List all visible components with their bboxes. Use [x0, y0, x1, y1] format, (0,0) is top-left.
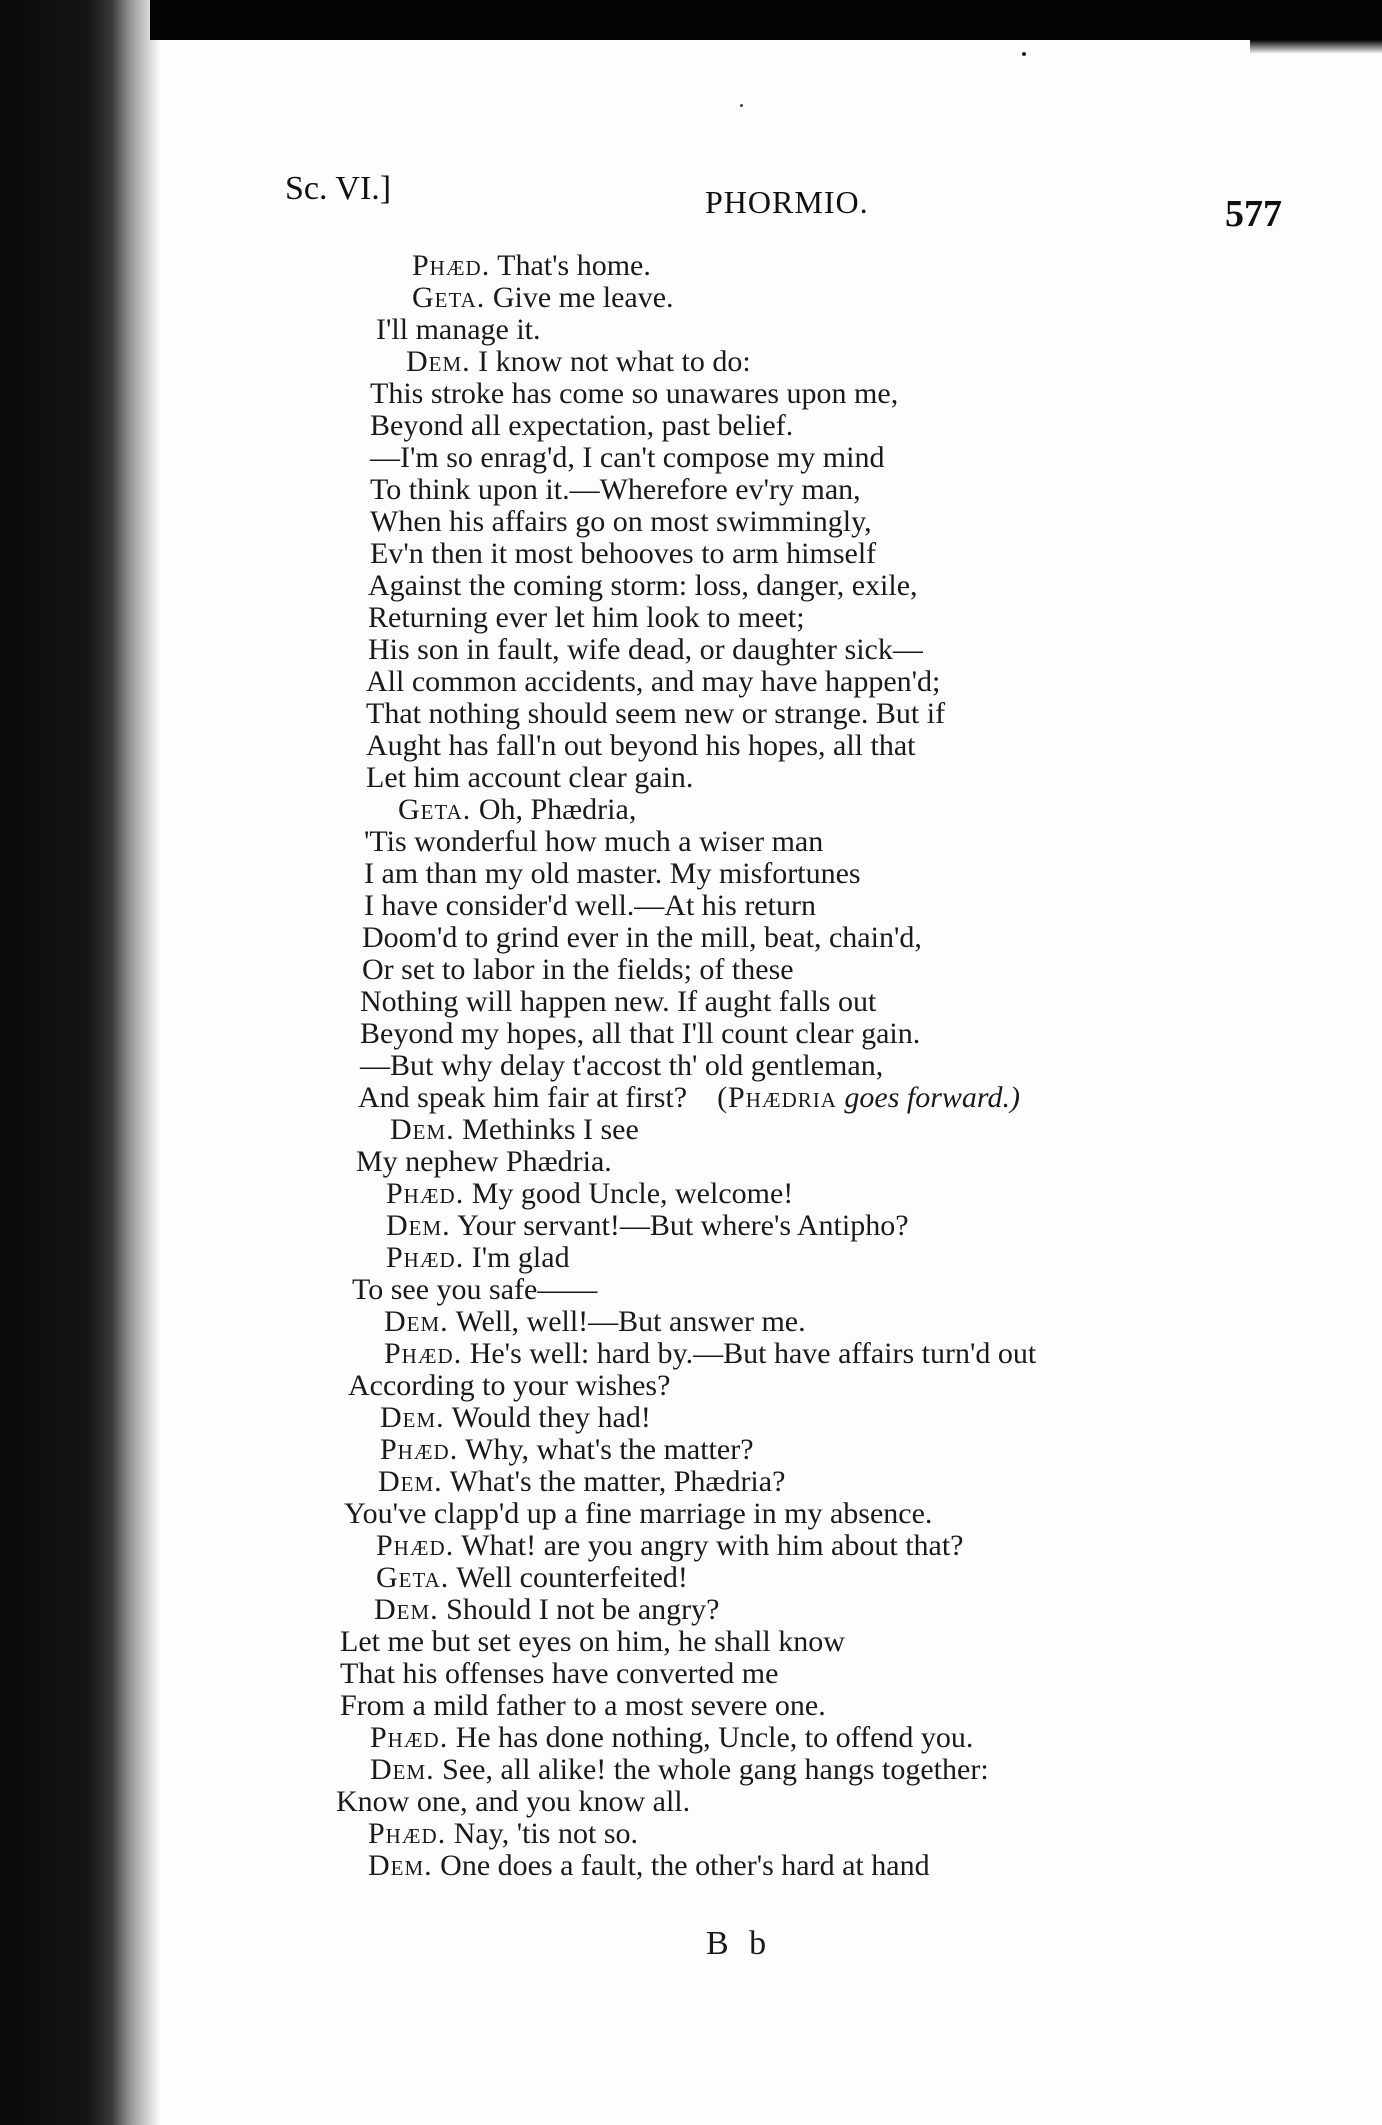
line-text: Doom'd to grind ever in the mill, beat, chain'd,	[362, 921, 922, 954]
line-text: One does a fault, the other's hard at hand	[432, 1849, 930, 1882]
speaker-name: Dem.	[374, 1593, 439, 1626]
line-text: According to your wishes?	[348, 1369, 671, 1402]
text-line	[340, 1658, 778, 1690]
text-line	[336, 1786, 690, 1818]
line-text: What's the matter, Phædria?	[442, 1465, 786, 1498]
speaker-name: Phæd.	[370, 1721, 449, 1754]
running-title: PHORMIO.	[705, 184, 869, 220]
line-text: I'm glad	[464, 1241, 570, 1274]
text-line	[384, 1306, 806, 1338]
line-text: That's home.	[490, 249, 651, 282]
text-line	[360, 1018, 920, 1050]
line-text: Would they had!	[444, 1401, 651, 1434]
text-line	[370, 1722, 973, 1754]
text-line	[378, 1466, 785, 1498]
speaker-name: Dem.	[406, 345, 471, 378]
text-line	[348, 1370, 670, 1402]
text-line	[366, 730, 916, 762]
text-line	[368, 1818, 638, 1850]
page-number: 577	[1225, 193, 1282, 235]
line-text: To see you safe——	[352, 1273, 598, 1306]
line-text: Well counterfeited!	[449, 1561, 688, 1594]
text-line	[340, 1626, 845, 1658]
text-line	[366, 666, 940, 698]
stage-direction	[717, 1081, 1020, 1114]
text-line	[412, 250, 651, 282]
speaker-name: Dem.	[380, 1401, 445, 1434]
line-text: Should I not be angry?	[438, 1593, 720, 1626]
text-line	[366, 698, 945, 730]
text-line	[380, 1402, 651, 1434]
line-text: Beyond my hopes, all that I'll count clear gain.	[360, 1017, 921, 1050]
stage-direction-text: goes forward.)	[836, 1081, 1020, 1114]
line-text: 'Tis wonderful how much a wiser man	[364, 825, 824, 858]
line-text: To think upon it.—Wherefore ev'ry man,	[370, 473, 861, 506]
text-line	[370, 378, 898, 410]
line-text: From a mild father to a most severe one.	[340, 1689, 826, 1722]
speaker-name: Phæd.	[368, 1817, 447, 1850]
speaker-name: Dem.	[368, 1849, 433, 1882]
line-text: Returning ever let him look to meet;	[368, 601, 805, 634]
speaker-name: Dem.	[378, 1465, 443, 1498]
line-text: See, all alike! the whole gang hangs together:	[434, 1753, 989, 1786]
speaker-name: Dem.	[384, 1305, 449, 1338]
line-text: He's well: hard by.—But have affairs turn'd out	[462, 1337, 1037, 1370]
line-text: Know one, and you know all.	[336, 1785, 691, 1818]
text-line	[368, 634, 923, 666]
line-text: —But why delay t'accost th' old gentleman,	[360, 1049, 884, 1082]
text-line	[376, 314, 541, 346]
text-line	[362, 922, 922, 954]
line-text: I'll manage it.	[376, 313, 541, 346]
line-text: And speak him fair at first?	[358, 1081, 688, 1114]
play-text	[336, 249, 1280, 1940]
speaker-name: Phæd.	[384, 1337, 463, 1370]
text-line	[368, 1850, 930, 1882]
line-text: Your servant!—But where's Antipho?	[450, 1209, 909, 1242]
text-line	[360, 986, 876, 1018]
line-text: This stroke has come so unawares upon me,	[370, 377, 899, 410]
scan-speck	[1022, 52, 1026, 56]
text-line	[386, 1242, 570, 1274]
speaker-name: Phæd.	[376, 1529, 455, 1562]
line-text: All common accidents, and may have happen'd;	[366, 665, 941, 698]
text-line	[358, 1082, 1020, 1114]
stage-direction-speaker: (Phædria	[717, 1081, 837, 1114]
text-line	[390, 1114, 639, 1146]
text-line	[368, 602, 805, 634]
line-text: Well, well!—But answer me.	[448, 1305, 806, 1338]
text-line	[370, 410, 793, 442]
text-line	[360, 1050, 883, 1082]
speaker-name: Phæd.	[386, 1241, 465, 1274]
line-text: I have consider'd well.—At his return	[364, 889, 816, 922]
scene-label: Sc. VI.]	[285, 170, 392, 207]
text-line	[364, 890, 816, 922]
line-text: I know not what to do:	[470, 345, 751, 378]
text-line	[386, 1210, 909, 1242]
line-text: Let me but set eyes on him, he shall know	[340, 1625, 845, 1658]
speaker-name: Phæd.	[386, 1177, 465, 1210]
line-text: Ev'n then it most behooves to arm himself	[370, 537, 877, 570]
text-line	[374, 1594, 719, 1626]
speaker-name: Geta.	[412, 281, 486, 314]
text-line	[406, 346, 751, 378]
line-text: Or set to labor in the fields; of these	[362, 953, 794, 986]
line-text: I am than my old master. My misfortunes	[364, 857, 861, 890]
line-text: Beyond all expectation, past belief.	[370, 409, 794, 442]
text-line	[362, 954, 794, 986]
text-line	[370, 474, 861, 506]
line-text: His son in fault, wife dead, or daughter sick—	[368, 633, 923, 666]
line-text: When his affairs go on most swimmingly,	[370, 505, 872, 538]
text-line	[366, 762, 693, 794]
text-line	[368, 570, 918, 602]
line-text: Why, what's the matter?	[458, 1433, 754, 1466]
text-line	[384, 1338, 1036, 1370]
text-line	[376, 1530, 964, 1562]
text-line	[370, 506, 872, 538]
text-line	[352, 1274, 597, 1306]
text-line	[398, 794, 636, 826]
line-text: Against the coming storm: loss, danger, exile,	[368, 569, 918, 602]
line-text: My nephew Phædria.	[356, 1145, 612, 1178]
speaker-name: Geta.	[398, 793, 472, 826]
signature-mark: B b	[706, 1925, 773, 1962]
running-header	[285, 170, 1285, 250]
line-text: Nay, 'tis not so.	[446, 1817, 638, 1850]
text-line	[364, 858, 861, 890]
scan-top-bar-shadow	[1250, 40, 1382, 54]
line-text: Oh, Phædria,	[471, 793, 637, 826]
line-text: Nothing will happen new. If aught falls out	[360, 985, 877, 1018]
text-line	[344, 1498, 932, 1530]
binding-edge	[0, 0, 160, 2125]
text-line	[370, 538, 876, 570]
line-text: Aught has fall'n out beyond his hopes, all that	[366, 729, 916, 762]
text-line	[364, 826, 823, 858]
line-text: That nothing should seem new or strange. But if	[366, 697, 946, 730]
speaker-name: Geta.	[376, 1561, 450, 1594]
line-text: Let him account clear gain.	[366, 761, 694, 794]
text-line	[412, 282, 674, 314]
line-text: That his offenses have converted me	[340, 1657, 779, 1690]
text-line	[380, 1434, 754, 1466]
text-line	[370, 1754, 989, 1786]
text-line	[356, 1146, 612, 1178]
scan-speck	[740, 104, 743, 107]
scan-top-bar	[150, 0, 1382, 40]
speaker-name: Dem.	[386, 1209, 451, 1242]
line-text: Methinks I see	[454, 1113, 639, 1146]
line-text: You've clapp'd up a fine marriage in my absence.	[344, 1497, 933, 1530]
text-line	[386, 1178, 793, 1210]
text-line	[370, 442, 884, 474]
text-line	[376, 1562, 688, 1594]
line-text: My good Uncle, welcome!	[464, 1177, 794, 1210]
speaker-name: Phæd.	[412, 249, 491, 282]
speaker-name: Phæd.	[380, 1433, 459, 1466]
line-text: What! are you angry with him about that?	[454, 1529, 964, 1562]
line-text: He has done nothing, Uncle, to offend you.	[448, 1721, 974, 1754]
line-text: Give me leave.	[485, 281, 674, 314]
speaker-name: Dem.	[370, 1753, 435, 1786]
line-text: —I'm so enrag'd, I can't compose my mind	[370, 441, 885, 474]
speaker-name: Dem.	[390, 1113, 455, 1146]
text-line	[340, 1690, 826, 1722]
